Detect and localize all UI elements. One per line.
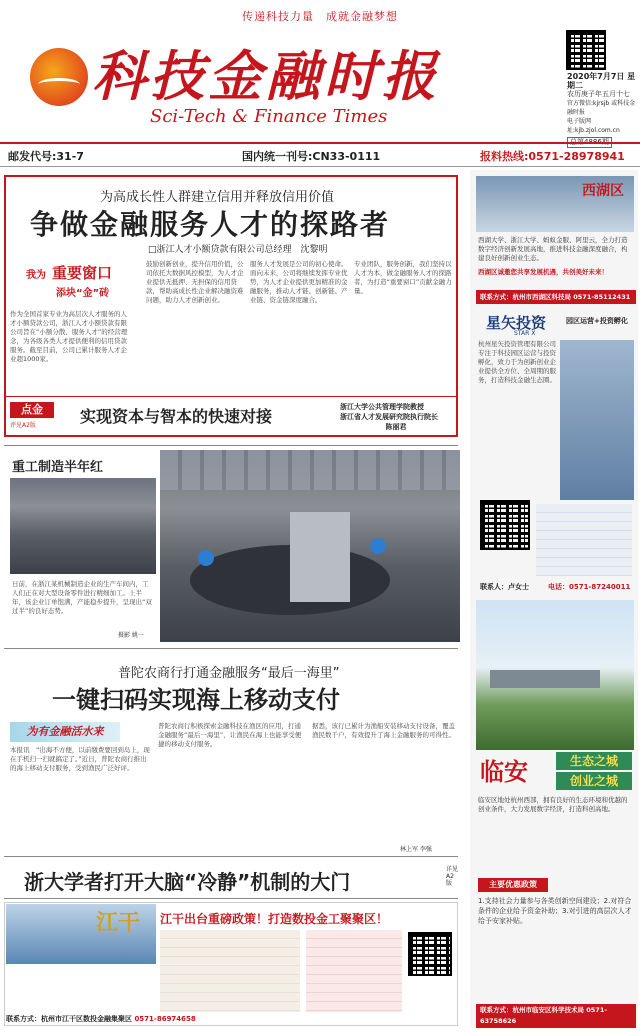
factory-photo <box>160 450 460 642</box>
wechat-label: 官方微信:kjrsjb 或科技金融时报 <box>567 100 636 116</box>
divider <box>0 166 640 167</box>
qr-code-icon <box>480 500 530 550</box>
sub-headline: 实现资本与智本的快速对接 <box>80 407 273 426</box>
linan-photo <box>476 600 634 750</box>
point-gold-tag: 点金 <box>10 402 54 418</box>
jianggan-policy-panel <box>160 930 300 1012</box>
masthead: 科技金融时报 <box>92 44 440 108</box>
story2-subtitle: 普陀农商行打通金融服务“最后一海里” <box>118 666 340 681</box>
starx-text: 杭州星矢投资管理有限公司专注于科技园区运营与投资孵化，致力于为创新创业企业提供全方位、全周期的服务，打造科技金融生态圈。 <box>478 340 556 384</box>
linan-startup: 创业之城 <box>556 772 632 790</box>
starx-brand-en: STAR X <box>514 330 536 337</box>
xihu-highlight: 西湖区诚邀您共享发展机遇，共创美好未来！ <box>478 268 608 276</box>
linan-policy-label: 主要优惠政策 <box>478 878 548 892</box>
jianggan-info-panel <box>306 930 402 1012</box>
website-label: 电子版网址:kjb.zjol.com.cn <box>567 118 620 134</box>
xihu-contact: 联系方式：杭州市西湖区科技局 0571-85112431 <box>476 290 636 304</box>
story2-column-3: 据悉，该行已累计为渔船安装移动支付设备，覆盖渔民数千户，有效提升了海上金融服务的可得性。 <box>312 722 455 739</box>
author-title-1: 浙江大学公共管理学院教授 <box>340 403 424 411</box>
lunar-date: 农历庚子年五月十七 <box>567 90 630 98</box>
linan-title: 临安 <box>480 757 528 786</box>
divider <box>6 396 456 397</box>
divider <box>4 898 458 899</box>
date: 2020年7月7日 星期二 <box>567 72 636 90</box>
lead-column-3: 服务人才发展是公司的初心使命。面向未来，公司将继续发挥专业优势，为人才企业提供更加精准的金融服务，推动人才链、创新链、产业链、资金链深度融合。 <box>250 260 348 304</box>
jianggan-slogan: 江干出台重磅政策！打造数投金工聚聚区！ <box>160 912 389 926</box>
linan-eco: 生态之城 <box>556 752 632 770</box>
tag-prefix: 我为 <box>26 270 46 281</box>
starx-building-image <box>560 340 634 500</box>
hotline: 报料热线:0571-28978941 <box>480 150 625 163</box>
tag-sub: 添块“金”砖 <box>56 288 110 299</box>
author-name: 陈丽君 <box>385 423 407 431</box>
starx-contact: 联系人：卢女士 <box>480 583 529 591</box>
author-title-2: 浙江省人才发展研究院执行院长 <box>340 413 438 421</box>
qr-code-icon <box>566 30 606 70</box>
lead-headline: 争做金融服务人才的探路者 <box>30 208 391 241</box>
story2-tag: 为有金融活水来 <box>10 722 120 742</box>
lead-column-4: 专业团队，服务创新，我们坚持以人才为本，做金融服务人才的探路者，为打造“重要窗口”贡献金融力量。 <box>354 260 452 295</box>
story3-ref: 详见A2版 <box>446 866 459 887</box>
jianggan-brand: 江干 <box>96 910 141 936</box>
photo-headline: 重工制造半年红 <box>12 460 104 475</box>
divider <box>4 856 458 857</box>
lead-byline: □浙江人才小额贷款有限公司总经理 沈黎明 <box>148 245 328 255</box>
qr-code-icon <box>408 932 452 976</box>
divider <box>4 445 458 446</box>
masthead-english: Sci-Tech & Finance Times <box>150 106 388 127</box>
postal-code: 邮发代号:31-7 <box>8 150 84 163</box>
story2-column-1: 本报讯 “出海不方便，以前缴费要回到岛上，现在手机扫一扫就搞定了。”近日，普陀农商行推出的海上移动支付服务，受到渔民广泛好评。 <box>10 746 150 772</box>
newspaper-logo-icon <box>30 48 88 106</box>
cn-number: 国内统一刊号:CN33-0111 <box>242 150 381 163</box>
divider <box>4 648 458 649</box>
slogan: 传递科技力量 成就金融梦想 <box>242 10 398 23</box>
photo-caption: 日前，在浙江某机械制造企业的生产车间内，工人们正在对大型设备零件进行精细加工。上半年，该企业订单饱满，产能稳步提升，呈现出“双过半”的良好态势。 <box>12 580 152 615</box>
lead-subtitle: 为高成长性人群建立信用并释放信用价值 <box>100 190 335 205</box>
photo-credit: 摄影 姚一 <box>118 632 144 639</box>
story2-headline: 一键扫码实现海上移动支付 <box>52 686 340 714</box>
starx-tag: 园区运营+投资孵化 <box>566 317 628 325</box>
lead-column-1: 作为全国首家专业为高层次人才服务的人才小额贷款公司，浙江人才小额贷款有限公司旨在“小额分散、服务人才”的经营理念，为各级各类人才提供便利的信用贷款服务。截至目前，公司已累计服务人才企业超1000家。 <box>10 310 128 363</box>
starx-service-list <box>536 504 632 576</box>
xihu-text: 西湖大学、浙江大学、蚂蚁金服、阿里云，全力打造数字经济创新发展高地，推进科技金融深度融合，构建良好创新创业生态。 <box>478 236 628 262</box>
header-divider <box>0 142 640 144</box>
story2-credit: 林上军 李强 <box>400 846 432 853</box>
linan-policy-text: 1.支持社会力量参与各类创新空间建设；2.对符合条件的企业给予资金补助；3.对引进的高层次人才给予安家补贴。 <box>478 897 632 925</box>
story2-column-2: 普陀农商行积极探索金融科技在渔区的应用，打通金融服务“最后一海里”，让渔民在海上也能享受便捷的移动支付服务。 <box>158 722 302 748</box>
jianggan-contact: 联系方式：杭州市江干区数投金融集聚区 0571-86974658 <box>6 1015 196 1023</box>
factory-photo-left <box>10 478 156 574</box>
xihu-title: 西湖区 <box>582 183 624 199</box>
starx-brand: 星矢投资 <box>486 314 547 332</box>
starx-phone: 电话：0571-87240011 <box>548 583 631 591</box>
linan-text: 临安区地处杭州西部，拥有良好的生态环境和优越的创业条件，大力发展数字经济，打造科创高地。 <box>478 796 628 813</box>
lead-column-2: 鼓励创新创业，提升信用价值，公司依托大数据风控模型，为人才企业提供无抵押、无担保的信用贷款，帮助高成长性企业解决融资难问题，助力人才创新创业。 <box>146 260 244 304</box>
linan-contact: 联系方式：杭州市临安区科学技术局 0571-63758626 <box>476 1004 636 1028</box>
window-tag <box>10 260 130 312</box>
point-gold-ref: 评见A2版 <box>10 422 36 429</box>
story3-headline: 浙大学者打开大脑“冷静”机制的大门 <box>24 870 351 894</box>
tag-main: 重要窗口 <box>52 264 113 282</box>
